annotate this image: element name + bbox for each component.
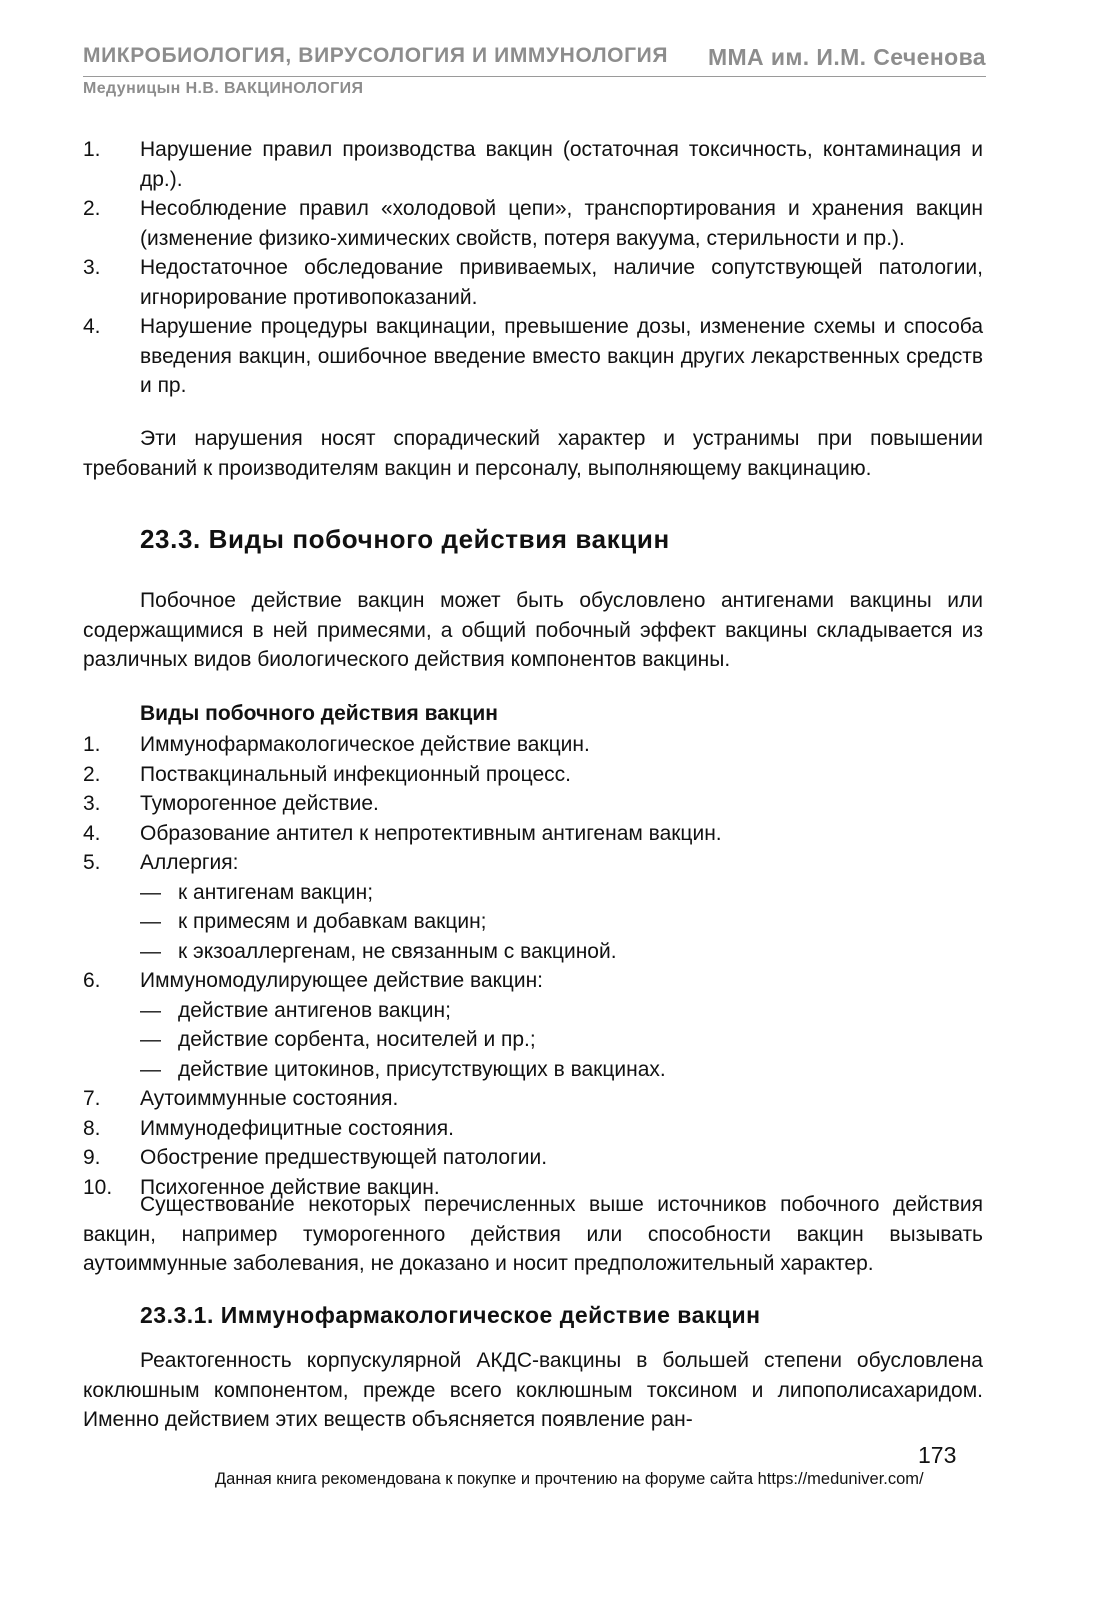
- list-item: 4. Образование антител к непротективным антигенам вакцин.: [83, 821, 722, 845]
- section-paragraph: Побочное действие вакцин может быть обусловлено антигенами вакцины или содержащимися в ней примесями, а общий побочный эффект вакцины складывается из различных видов биологического действия компонентов вакцины.: [83, 589, 983, 671]
- list-item: 1. Иммунофармакологическое действие вакцин.: [83, 733, 590, 756]
- footer-note: Данная книга рекомендована к покупке и прочтению на форуме сайта https://meduniver.com/: [215, 1470, 924, 1488]
- list-item: 10. Психогенное действие вакцин.: [83, 1175, 440, 1199]
- list-item: 9. Обострение предшествующей патологии.: [83, 1146, 548, 1169]
- sub-list-item: — к антигенам вакцин;: [140, 880, 374, 904]
- intro-list: [83, 135, 983, 401]
- list-item: 4. Нарушение процедуры вакцинации, превышение дозы, изменение схемы и способа введения вакцин, ошибочное введение вместо вакцин других лекарственных средств и пр.: [83, 315, 983, 397]
- list-item: 7. Аутоиммунные состояния.: [83, 1087, 399, 1110]
- header-subtitle: Медуницын Н.В. ВАКЦИНОЛОГИЯ: [83, 80, 364, 97]
- list-item: 1. Нарушение правил производства вакцин (остаточная токсичность, контаминация и др.).: [83, 138, 983, 191]
- sub-list-item: — действие сорбента, носителей и пр.;: [140, 1028, 536, 1051]
- list-item: 3. Недостаточное обследование прививаемых, наличие сопутствующей патологии, игнорирование противопоказаний.: [83, 256, 983, 309]
- list-title: Виды побочного действия вакцин: [140, 702, 498, 725]
- intro-paragraph: Эти нарушения носят спорадический характер и устранимы при повышении требований к производителям вакцин и персоналу, выполняющему вакцинацию.: [83, 427, 983, 480]
- subsection-heading: 23.3.1. Иммунофармакологическое действие вакцин: [140, 1302, 761, 1328]
- list-item: 5. Аллергия:: [83, 851, 239, 874]
- list-item: 2. Поствакцинальный инфекционный процесс.: [83, 762, 571, 786]
- sub-list-item: — действие цитокинов, присутствующих в вакцинах.: [140, 1057, 666, 1081]
- list-item: 6. Иммуномодулирующее действие вакцин:: [83, 969, 543, 992]
- closing-paragraph: Существование некоторых перечисленных выше источников побочного действия вакцин, например туморогенного действия или способности вакцин вызывать аутоиммунные заболевания, не доказано и носит предположительный характер.: [83, 1193, 983, 1275]
- list-item: 2. Несоблюдение правил «холодовой цепи», транспортирования и хранения вакцин (изменение физико-химических свойств, потеря вакуума, стерильности и пр.).: [83, 197, 983, 250]
- sub-list-item: — действие антигенов вакцин;: [140, 998, 451, 1022]
- section-heading: 23.3. Виды побочного действия вакцин: [140, 524, 670, 554]
- page-number: 173: [918, 1442, 957, 1468]
- list-item: 3. Туморогенное действие.: [83, 792, 379, 815]
- list-item: 8. Иммунодефицитные состояния.: [83, 1116, 454, 1140]
- running-header: [83, 44, 986, 77]
- sub-list-item: — к примесям и добавкам вакцин;: [140, 910, 487, 933]
- header-title-left: МИКРОБИОЛОГИЯ, ВИРУСОЛОГИЯ И ИММУНОЛОГИЯ: [83, 44, 669, 67]
- side-effects-list: [83, 730, 983, 1202]
- sub-list-item: — к экзоаллергенам, не связанным с вакциной.: [140, 939, 617, 963]
- header-title-right: ММА им. И.М. Сеченова: [707, 44, 986, 70]
- subsection-paragraph: Реактогенность корпускулярной АКДС-вакцины в большей степени обусловлена коклюшным компонентом, прежде всего коклюшным токсином и липополисахаридом. Именно действием этих веществ объясняется появление ран-: [83, 1349, 983, 1431]
